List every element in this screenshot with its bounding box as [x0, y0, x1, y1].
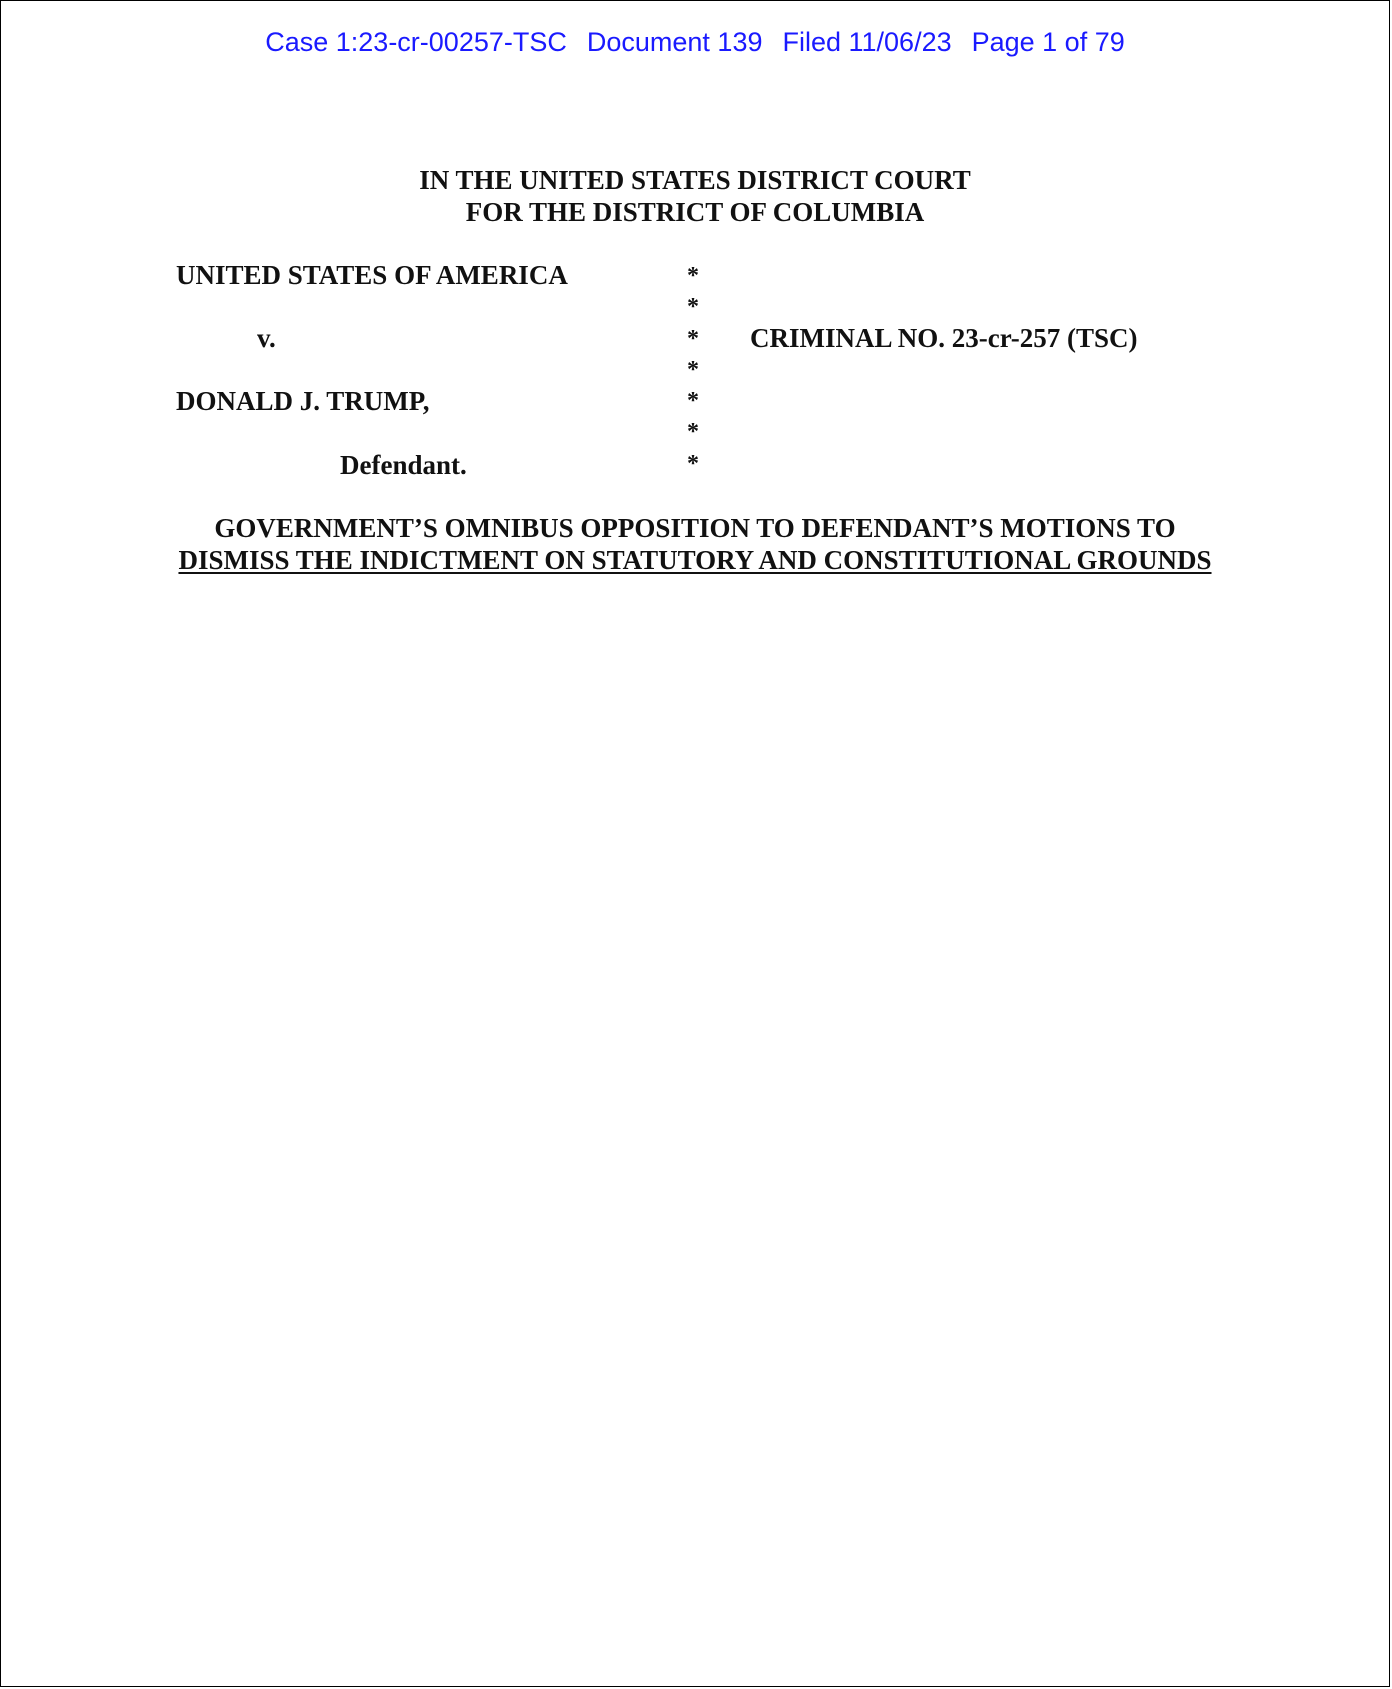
- ecf-page-count: Page 1 of 79: [971, 27, 1125, 57]
- caption-separator-star: *: [687, 451, 699, 477]
- document-title: [1, 512, 1389, 576]
- caption-separator-star: *: [687, 326, 699, 352]
- ecf-header: [1, 27, 1389, 58]
- court-heading: [1, 164, 1389, 228]
- defendant-name: DONALD J. TRUMP,: [176, 386, 430, 416]
- caption-separator-star: *: [687, 357, 699, 383]
- criminal-case-number: CRIMINAL NO. 23-cr-257 (TSC): [750, 323, 1138, 353]
- court-heading-line-2: FOR THE DISTRICT OF COLUMBIA: [465, 197, 925, 227]
- document-title-line-1: GOVERNMENT’S OMNIBUS OPPOSITION TO DEFENDANT’S MOTIONS TO: [214, 513, 1176, 543]
- ecf-filed-date: Filed 11/06/23: [782, 27, 952, 57]
- caption-separator-star: *: [687, 263, 699, 289]
- court-heading-line-1: IN THE UNITED STATES DISTRICT COURT: [419, 165, 971, 195]
- caption-separator-star: *: [687, 419, 699, 445]
- ecf-case-number: Case 1:23-cr-00257-TSC: [265, 27, 567, 57]
- caption-separator-star: *: [687, 388, 699, 414]
- defendant-label: Defendant.: [340, 450, 467, 480]
- ecf-document-number: Document 139: [586, 27, 763, 57]
- versus-label: v.: [257, 323, 276, 353]
- document-title-line-2: DISMISS THE INDICTMENT ON STATUTORY AND CONSTITUTIONAL GROUNDS: [178, 545, 1212, 575]
- plaintiff-name: UNITED STATES OF AMERICA: [176, 260, 568, 290]
- caption-separator-star: *: [687, 294, 699, 320]
